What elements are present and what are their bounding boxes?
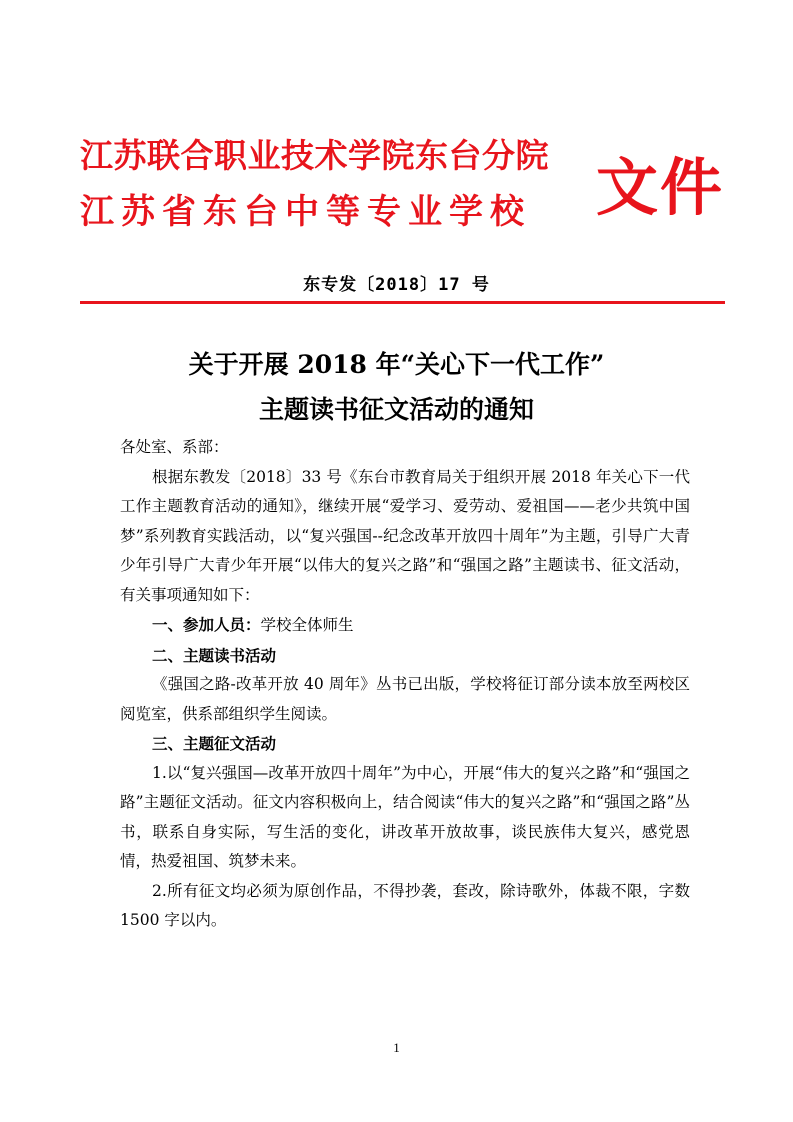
document-number: 东专发〔2018〕17 号 [303, 275, 490, 295]
section-1-heading: 一、参加人员： [152, 615, 261, 634]
section-2-heading: 二、主题读书活动 [152, 645, 277, 665]
salutation: 各处室、系部： [120, 438, 229, 456]
issuer-name-line-1: 江苏联合职业技术学院东台分院 [80, 136, 549, 175]
intro-paragraph: 根据东教发〔2018〕33 号《东台市教育局关于组织开展 2018 年关心下一代工作主题教育活动的通知》，继续开展“爱学习、爱劳动、爱祖国——老少共筑中国梦”系列教育实践活动，以“复兴强国--纪念改革开放四十周年”为主题，引导广大青少年引导广大青少年开展“以伟大的复兴之路”和“强国之路”主题读书、征文活动，有关事项通知如下： [120, 467, 690, 604]
section-1 [120, 610, 690, 641]
header-divider [80, 301, 725, 304]
document-type-label: 文件 [596, 151, 725, 224]
document-title-line-2: 主题读书征文活动的通知 [258, 395, 534, 424]
document-title-line-1: 关于开展 2018 年“关心下一代工作” [188, 350, 605, 379]
issuer-name-line-2: 江苏省东台中等专业学校 [80, 192, 531, 232]
document-body [120, 433, 690, 936]
section-1-text: 学校全体师生 [260, 616, 354, 634]
page-number: 1 [393, 1040, 400, 1055]
section-3-heading: 三、主题征文活动 [152, 734, 277, 753]
section-3-item-2: 2.所有征文均必须为原创作品，不得抄袭，套改，除诗歌外，体裁不限，字数 1500 字以内。 [120, 881, 690, 929]
section-2-text: 《强国之路-改革开放 40 周年》丛书已出版，学校将征订部分读本放至两校区阅览室，供系部组织学生阅读。 [120, 675, 690, 723]
section-3-item-1: 1.以“复兴强国—改革开放四十周年”为中心，开展“伟大的复兴之路”和“强国之路”主题征文活动。征文内容积极向上，结合阅读“伟大的复兴之路”和“强国之路”丛书，联系自身实际，写生活的变化，讲改革开放故事，谈民族伟大复兴，感党恩情，热爱祖国、筑梦未来。 [120, 763, 690, 870]
